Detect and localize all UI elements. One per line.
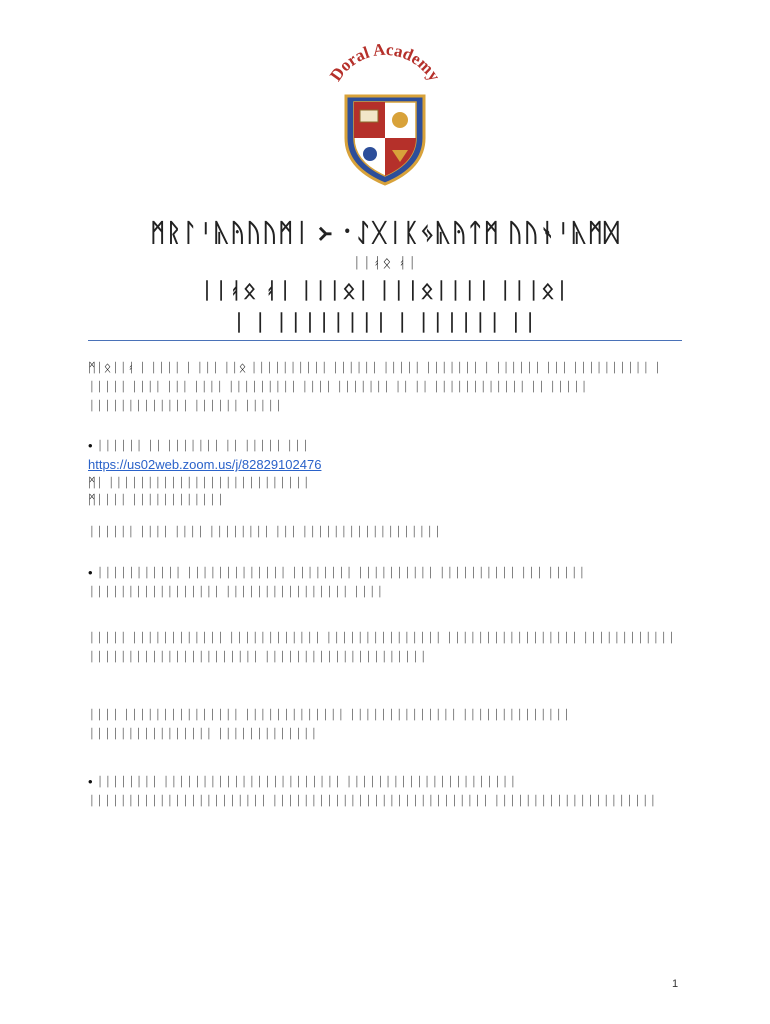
title-line-4: ᛁ ᛁ ᛁᛁᛁᛁᛁᛁᛁᛁ ᛁ ᛁᛁᛁᛁᛁᛁ ᛁᛁ [232,310,538,335]
school-name-arc: Doral Academy [326,39,445,85]
paragraph: ᛁᛁᛁᛁᛁ ᛁᛁᛁᛁᛁᛁᛁᛁᛁᛁᛁᛁ ᛁᛁᛁᛁᛁᛁᛁᛁᛁᛁᛁᛁ ᛁᛁᛁᛁᛁᛁᛁᛁᛁᛁᛁᛁᛁᛁᛁ ᛁᛁᛁᛁᛁᛁᛁᛁᛁᛁᛁᛁᛁᛁᛁᛁᛁ ᛁᛁᛁᛁᛁᛁᛁᛁᛁᛁᛁᛁ ᛁᛁᛁᛁᛁᛁᛁᛁᛁᛁᛁᛁᛁᛁᛁᛁᛁᛁᛁᛁᛁᛁ ᛁᛁᛁᛁᛁᛁᛁᛁᛁᛁᛁᛁᛁᛁᛁᛁᛁᛁᛁᛁᛁ [88,630,676,664]
header-divider [88,340,682,341]
bullet-item: • ᛁᛁᛁᛁᛁᛁᛁᛁᛁᛁᛁ ᛁᛁᛁᛁᛁᛁᛁᛁᛁᛁᛁᛁᛁ ᛁᛁᛁᛁᛁᛁᛁᛁ ᛁᛁᛁᛁᛁᛁᛁᛁᛁᛁ ᛁᛁᛁᛁᛁᛁᛁᛁᛁᛁ ᛁᛁᛁ ᛁᛁᛁᛁᛁ ᛁᛁᛁᛁᛁᛁᛁᛁᛁᛁᛁᛁᛁᛁᛁᛁᛁ ᛁᛁᛁᛁᛁᛁᛁᛁᛁᛁᛁᛁᛁᛁᛁᛁ ᛁᛁᛁᛁ [88,565,586,599]
page-number: 1 [672,978,679,990]
title-line-3: ᛁᛁᚮᛟ ᚮᛁ ᛁᛁᛁᛟᛁ ᛁᛁᛁᛟᛁᛁᛁᛁ ᛁᛁᛁᛟᛁ [200,278,570,303]
paragraph: ᛁᛁᛁᛁ ᛁᛁᛁᛁᛁᛁᛁᛁᛁᛁᛁᛁᛁᛁᛁ ᛁᛁᛁᛁᛁᛁᛁᛁᛁᛁᛁᛁᛁ ᛁᛁᛁᛁᛁᛁᛁᛁᛁᛁᛁᛁᛁᛁ ᛁᛁᛁᛁᛁᛁᛁᛁᛁᛁᛁᛁᛁᛁ ᛁᛁᛁᛁᛁᛁᛁᛁᛁᛁᛁᛁᛁᛁᛁᛁ ᛁᛁᛁᛁᛁᛁᛁᛁᛁᛁᛁᛁᛁ [88,707,571,741]
zoom-link[interactable]: https://us02web.zoom.us/j/82829102476 [88,457,322,472]
meeting-id-line: ᛗᛁᛁᛁᛁ ᛁᛁᛁᛁᛁᛁᛁᛁᛁᛁᛁᛁ [88,492,225,507]
bullet-item: • ᛁᛁᛁᛁᛁᛁᛁᛁ ᛁᛁᛁᛁᛁᛁᛁᛁᛁᛁᛁᛁᛁᛁᛁᛁᛁᛁᛁᛁᛁᛁᛁ ᛁᛁᛁᛁᛁᛁᛁᛁᛁᛁᛁᛁᛁᛁᛁᛁᛁᛁᛁᛁᛁᛁ ᛁᛁᛁᛁᛁᛁᛁᛁᛁᛁᛁᛁᛁᛁᛁᛁᛁᛁᛁᛁᛁᛁᛁ ᛁᛁᛁᛁᛁᛁᛁᛁᛁᛁᛁᛁᛁᛁᛁᛁᛁᛁᛁᛁᛁᛁᛁᛁᛁᛁᛁᛁ ᛁᛁᛁᛁᛁᛁᛁᛁᛁᛁᛁᛁᛁᛁᛁᛁᛁᛁᛁᛁᛁ [88,774,657,808]
meeting-id-line: ᛗᛁ ᛁᛁᛁᛁᛁᛁᛁᛁᛁᛁᛁᛁᛁᛁᛁᛁᛁᛁᛁᛁᛁᛁᛁᛁᛁᛁ [88,475,311,490]
document-title: ᛗᚱᛚᛌᚣᚤᚢᚢᛗᛁ ᚛ ᛫ᛇᚷᛁᛕᛃᚣᚤᛏᛗ ᚢᚢᛀᛌᚣᛗᛞ [150,219,620,247]
meeting-id-block [88,474,688,508]
title-subline: ᛁᛁᚮᛟ ᚮᛁ [352,255,418,272]
intro-paragraph: ᛗᛁᛟᛁᛁᚮ ᛁ ᛁᛁᛁᛁ ᛁ ᛁᛁᛁ ᛁᛁᛟ ᛁᛁᛁᛁᛁᛁᛁᛁᛁᛁ ᛁᛁᛁᛁᛁᛁ ᛁᛁᛁᛁᛁ ᛁᛁᛁᛁᛁᛁᛁ ᛁ ᛁᛁᛁᛁᛁᛁ ᛁᛁᛁ ᛁᛁᛁᛁᛁᛁᛁᛁᛁᛁ ᛁ ᛁᛁᛁᛁᛁ ᛁᛁᛁᛁ ᛁᛁᛁ ᛁᛁᛁᛁ ᛁᛁᛁᛁᛁᛁᛁᛁᛁ ᛁᛁᛁᛁ ᛁᛁᛁᛁᛁᛁᛁ ᛁᛁ ᛁᛁ ᛁᛁᛁᛁᛁᛁᛁᛁᛁᛁᛁᛁ ᛁᛁ ᛁᛁᛁᛁᛁ ᛁᛁᛁᛁᛁᛁᛁᛁᛁᛁᛁᛁᛁ ᛁᛁᛁᛁᛁᛁ ᛁᛁᛁᛁᛁ [88,360,662,413]
bullet-meeting: • ᛁᛁᛁᛁᛁᛁ ᛁᛁ ᛁᛁᛁᛁᛁᛁᛁ ᛁᛁ ᛁᛁᛁᛁᛁ ᛁᛁᛁ [88,438,310,453]
paragraph: ᛁᛁᛁᛁᛁᛁ ᛁᛁᛁᛁ ᛁᛁᛁᛁ ᛁᛁᛁᛁᛁᛁᛁᛁ ᛁᛁᛁ ᛁᛁᛁᛁᛁᛁᛁᛁᛁᛁᛁᛁᛁᛁᛁᛁᛁᛁ [88,524,442,539]
school-seal-logo [318,38,452,188]
svg-text:Doral Academy [326,40,444,85]
